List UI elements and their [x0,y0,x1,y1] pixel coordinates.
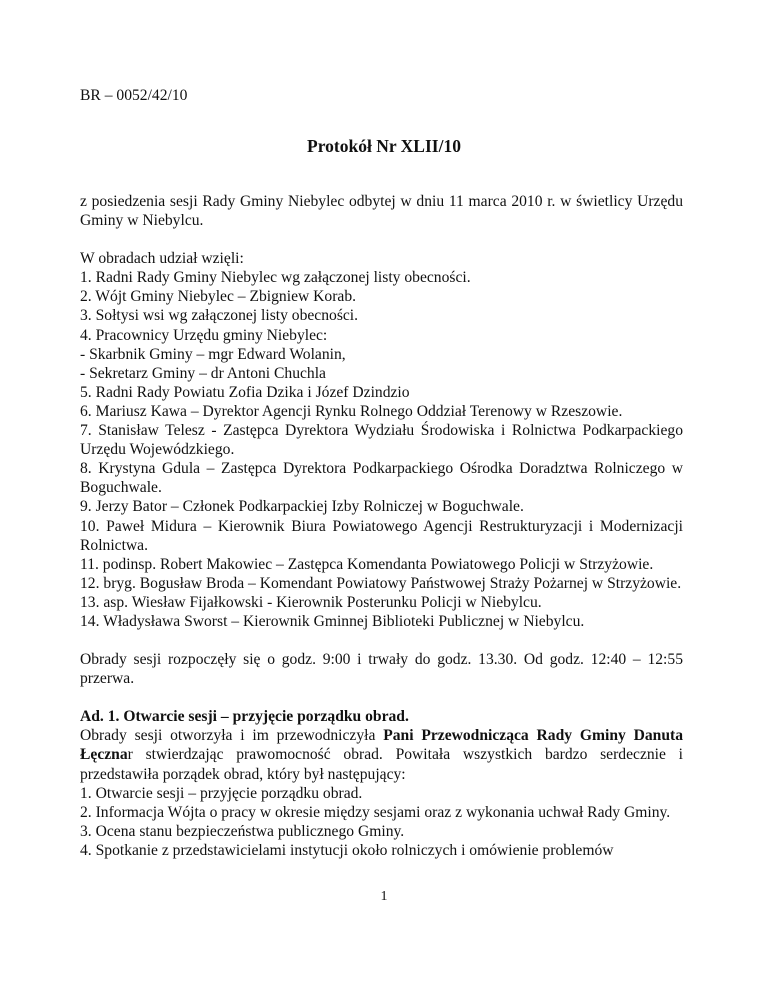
section-1-heading: Ad. 1. Otwarcie sesji – przyjęcie porządku obrad. [80,708,409,726]
attendee-item: 6. Mariusz Kawa – Dyrektor Agencji Rynku Rolnego Oddział Terenowy w Rzeszowie. [80,402,623,420]
attendee-item: 7. Stanisław Telesz - Zastępca Dyrektora Wydziału Środowiska i Rolnictwa Podkarpackiego Urzędu Wojewódzkiego. [80,422,683,459]
intro-paragraph: z posiedzenia sesji Rady Gminy Niebylec odbytej w dniu 11 marca 2010 r. w świetlicy Urzędu Gminy w Niebylcu. [80,193,683,230]
attendee-item: 10. Paweł Midura – Kierownik Biura Powiatowego Agencji Restrukturyzacji i Modernizacji Rolnictwa. [80,517,683,554]
section-1-text-start: Obrady sesji otworzyła i im przewodniczyła [80,727,384,745]
chairperson-name: Pani Przewodnicząca Rady Gminy Danuta Łęczna [80,727,683,764]
agenda-item: 3. Ocena stanu bezpieczeństwa publicznego Gminy. [80,822,405,840]
agenda-list [80,784,683,860]
attendee-item: - Skarbnik Gminy – mgr Edward Wolanin, [80,345,346,363]
attendee-item: 14. Władysława Sworst – Kierownik Gminnej Biblioteki Publicznej w Niebylcu. [80,612,585,630]
attendee-item: 12. bryg. Bogusław Broda – Komendant Powiatowy Państwowej Straży Pożarnej w Strzyżowie. [80,574,682,592]
agenda-item: 1. Otwarcie sesji – przyjęcie porządku obrad. [80,784,363,802]
attendee-item: 8. Krystyna Gdula – Zastępca Dyrektora Podkarpackiego Ośrodka Doradztwa Rolniczego w Boguchwale. [80,460,683,497]
attendee-item: 2. Wójt Gminy Niebylec – Zbigniew Korab. [80,288,357,306]
attendee-item: 11. podinsp. Robert Makowiec – Zastępca Komendanta Powiatowego Policji w Strzyżowie. [80,555,654,573]
attendance-header: W obradach udział wzięli: [80,250,244,268]
attendee-list [80,268,683,631]
session-times-paragraph: Obrady sesji rozpoczęły się o godz. 9:00 i trwały do godz. 13.30. Od godz. 12:40 – 12:55 przerwa. [80,651,683,688]
attendee-item: 1. Radni Rady Gminy Niebylec wg załączonej listy obecności. [80,269,471,287]
agenda-item: 2. Informacja Wójta o pracy w okresie między sesjami oraz z wykonania uchwał Rady Gminy. [80,803,671,821]
document-title: Protokół Nr XLII/10 [307,136,461,156]
attendee-item: - Sekretarz Gminy – dr Antoni Chuchla [80,364,326,382]
document-body [80,192,683,860]
attendee-item: 3. Sołtysi wsi wg załączonej listy obecności. [80,307,359,325]
agenda-item: 4. Spotkanie z przedstawicielami instytucji około rolniczych i omówienie problemów [80,841,614,859]
attendee-item: 4. Pracownicy Urzędu gminy Niebylec: [80,326,328,344]
attendee-item: 5. Radni Rady Powiatu Zofia Dzika i Józef Dzindzio [80,383,410,401]
section-1-paragraph [80,726,683,783]
section-1-text-end: r stwierdzając prawomocność obrad. Powitała wszystkich bardzo serdecznie i przedstawiła porządek obrad, który był następujący: [80,746,683,783]
page-number: 1 [380,889,388,904]
attendee-item: 13. asp. Wiesław Fijałkowski - Kierownik Posterunku Policji w Niebylcu. [80,593,542,611]
document-reference: BR – 0052/42/10 [80,87,188,104]
attendee-item: 9. Jerzy Bator – Członek Podkarpackiej Izby Rolniczej w Boguchwale. [80,498,524,516]
